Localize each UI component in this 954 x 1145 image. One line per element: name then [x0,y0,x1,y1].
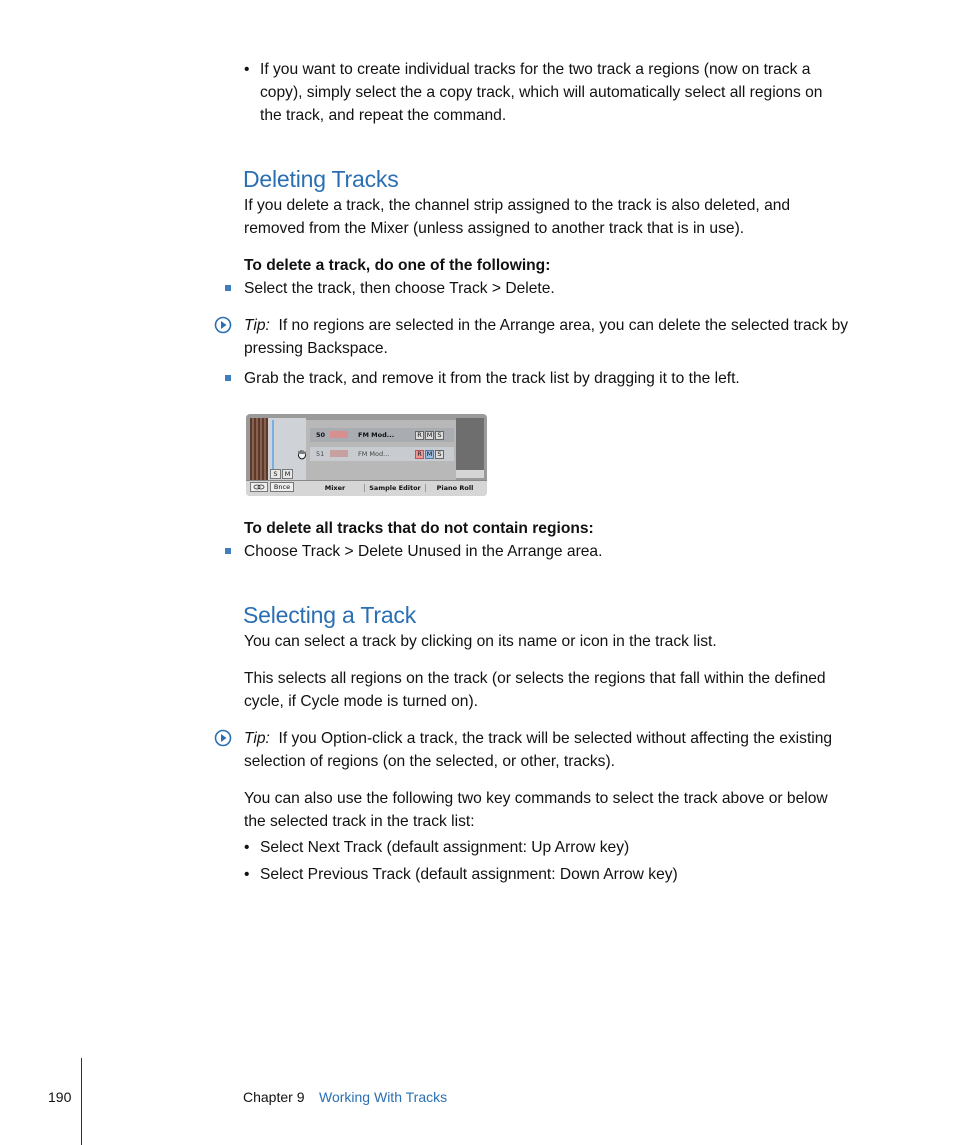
track-row-51[interactable] [310,447,454,461]
tip-arrow-icon [214,729,232,747]
square-bullet-icon [225,285,231,291]
key-command-item-1: Select Next Track (default assignment: Up Arrow key) [260,839,630,856]
record-button[interactable]: R [415,431,424,440]
selecting-heading: Selecting a Track [243,602,417,628]
tip1-label: Tip: [244,317,270,334]
delete-item-3: Choose Track > Delete Unused in the Arrange area. [244,543,603,560]
meter-strip [250,418,268,480]
tip1-line-1: If no regions are selected in the Arrange area, you can delete the selected track by [278,317,849,334]
arrange-area [456,418,484,478]
selecting-para-2-line-1: This selects all regions on the track (or selects the regions that fall within the defined [244,670,826,687]
track-name: FM Mod... [358,431,395,439]
bullet-marker: • [244,839,250,856]
solo-button[interactable]: S [435,450,444,459]
selecting-para-3-line-1: You can also use the following two key commands to select the track above or below [244,790,828,807]
track-number: 50 [316,431,326,439]
mute-button[interactable]: M [426,450,433,458]
bullet-marker: • [244,61,250,78]
delete-item-1: Select the track, then choose Track > Delete. [244,280,555,297]
track-name: FM Mod... [358,450,390,458]
selecting-para-1: You can select a track by clicking on its name or icon in the track list. [244,633,717,650]
tip2-line-1: If you Option-click a track, the track will be selected without affecting the existing [278,730,833,747]
tip2-line-2: selection of regions (on the selected, or other, tracks). [244,753,615,770]
square-bullet-icon [225,375,231,381]
selecting-para-2-line-2: cycle, if Cycle mode is turned on). [244,693,478,710]
track-icon [330,431,348,438]
tip-arrow-icon [214,316,232,334]
tab-piano-roll[interactable]: Piano Roll [436,484,474,492]
deleting-para-line-2: removed from the Mixer (unless assigned to another track that is in use). [244,220,745,237]
intro-line-1: If you want to create individual tracks for the two track a regions (now on track a [260,61,811,78]
tip2-label: Tip: [244,730,270,747]
track-number: 51 [316,450,325,458]
delete-item-2: Grab the track, and remove it from the track list by dragging it to the left. [244,370,740,387]
deleting-heading: Deleting Tracks [243,166,399,192]
tip2 [244,727,884,773]
solo-button[interactable]: S [435,431,444,440]
track-list-screenshot [246,414,487,496]
scrollbar[interactable] [456,470,484,478]
track-row-50[interactable] [310,428,454,442]
bullet-marker: • [244,866,250,883]
bounce-button[interactable]: Bnce [270,482,294,492]
footer-chapter-title[interactable]: Working With Tracks [319,1089,448,1105]
square-bullet-icon [225,548,231,554]
task1-title: To delete a track, do one of the following: [244,257,551,274]
footer-divider [81,1058,82,1145]
intro-line-3: the track, and repeat the command. [260,107,507,124]
tab-sample-editor[interactable]: Sample Editor [365,484,426,492]
intro-line-2: copy), simply select the a copy track, which will automatically select all regions on [260,84,823,101]
key-command-item-2: Select Previous Track (default assignment: Down Arrow key) [260,866,678,883]
page-number: 190 [48,1089,72,1105]
mute-button[interactable]: M [426,431,433,439]
link-icon [251,483,267,491]
tab-mixer[interactable]: Mixer [306,484,365,492]
selection-line [272,420,274,474]
link-button[interactable] [250,482,268,492]
deleting-para-line-1: If you delete a track, the channel strip assigned to the track is also deleted, and [244,197,791,214]
left-solo-button[interactable]: S [270,469,281,479]
task2-title: To delete all tracks that do not contain regions: [244,520,594,537]
selecting-para-3-line-2: the selected track in the track list: [244,813,475,830]
footer-chapter: Chapter 9 [243,1089,305,1105]
track-icon [330,450,348,457]
left-mute-button[interactable]: M [282,469,293,479]
record-button[interactable]: R [415,450,424,459]
tip1 [244,314,884,360]
tip1-line-2: pressing Backspace. [244,340,388,357]
